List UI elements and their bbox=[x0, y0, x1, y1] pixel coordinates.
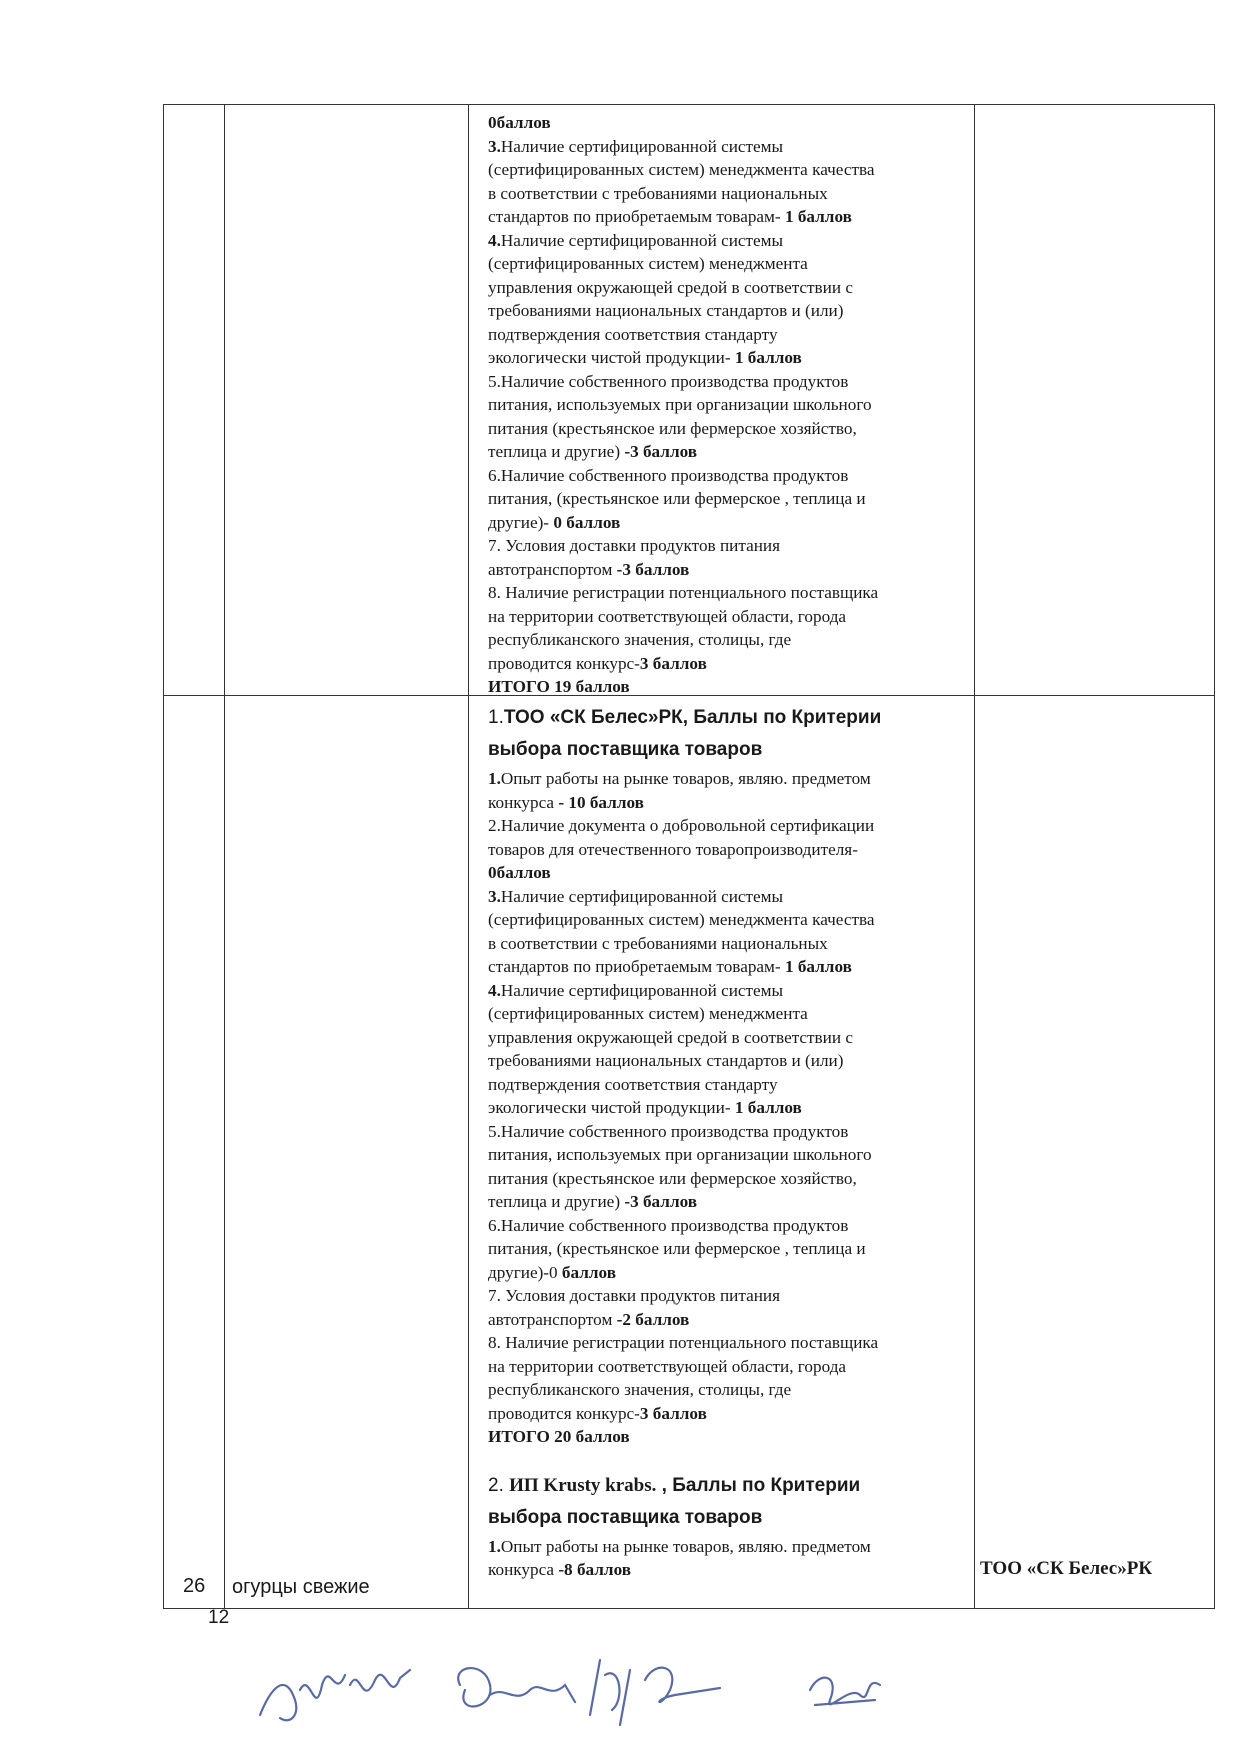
criteria-line: 2.Наличие документа о добровольной сертификации bbox=[488, 816, 875, 835]
score: 3 баллов bbox=[639, 1403, 707, 1423]
score: 0 баллов bbox=[553, 512, 621, 532]
criteria-line: питания, (крестьянское или фермерское , теплица и bbox=[488, 489, 866, 508]
score: 1 баллов bbox=[784, 957, 852, 976]
supplier2-header: 2. ИП Krusty krabs. , Баллы по Критерии bbox=[488, 1474, 861, 1496]
criteria-line: в соответствии с требованиями национальных bbox=[488, 933, 828, 953]
criteria-line: подтверждения соответствия стандарту bbox=[488, 1074, 778, 1094]
signature-2 bbox=[458, 1668, 575, 1706]
column-divider bbox=[224, 105, 225, 1608]
signature-1 bbox=[260, 1670, 410, 1720]
criteria-line: подтверждения соответствия стандарту bbox=[488, 324, 778, 344]
criteria-line: экологически чистой продукции- 1 баллов bbox=[488, 1098, 802, 1117]
winner-supplier: ТОО «СК Белес»РК bbox=[980, 1558, 1153, 1579]
criteria-line: 5.Наличие собственного производства продуктов bbox=[488, 371, 849, 391]
score: -3 баллов bbox=[616, 559, 690, 579]
score: 1 баллов bbox=[784, 207, 852, 226]
criteria-line: другие)- 0 баллов bbox=[488, 512, 621, 532]
criteria-line: питания (крестьянское или фермерское хозяйство, bbox=[488, 1168, 857, 1188]
criteria-line: автотранспортом -3 баллов bbox=[488, 559, 690, 579]
criteria-line: проводится конкурс-3 баллов bbox=[488, 1403, 707, 1423]
criteria-line: республиканского значения, столицы, где bbox=[488, 1380, 792, 1399]
criteria-line: 3.Наличие сертифицированной системы bbox=[488, 136, 784, 156]
criteria-line: (сертифицированных систем) менеджмента качества bbox=[488, 910, 875, 929]
criteria-line: стандартов по приобретаемым товарам- 1 баллов bbox=[488, 957, 852, 976]
score: 1 баллов bbox=[734, 1098, 802, 1117]
criteria-line: экологически чистой продукции- 1 баллов bbox=[488, 348, 802, 367]
supplier2-name: ИП Krusty krabs. bbox=[509, 1474, 657, 1496]
score: -3 баллов bbox=[624, 1192, 698, 1211]
criteria-cell-upper bbox=[488, 111, 1128, 699]
criteria-line: другие)-0 баллов bbox=[488, 1262, 616, 1282]
criteria-line: (сертифицированных систем) менеджмента bbox=[488, 254, 808, 273]
supplier1-header-line2: выбора поставщика товаров bbox=[488, 739, 763, 760]
criteria-line: требованиями национальных стандартов и (или) bbox=[488, 1051, 844, 1070]
criteria-line: 8. Наличие регистрации потенциального поставщика bbox=[488, 1333, 879, 1352]
criteria-line: питания, (крестьянское или фермерское , теплица и bbox=[488, 1239, 866, 1258]
column-divider bbox=[468, 105, 469, 1608]
criteria-line: 6.Наличие собственного производства продуктов bbox=[488, 465, 849, 485]
criteria-line: 0баллов bbox=[488, 113, 551, 132]
criteria-line: в соответствии с требованиями национальных bbox=[488, 183, 828, 203]
supplier1-header: 1.ТОО «СК Белес»РК, Баллы по Критерии bbox=[488, 707, 882, 728]
criteria-line: питания, используемых при организации школьного bbox=[488, 395, 872, 414]
criteria-line: питания, используемых при организации школьного bbox=[488, 1145, 872, 1164]
criteria-line: 3.Наличие сертифицированной системы bbox=[488, 886, 784, 906]
criteria-line: на территории соответствующей области, города bbox=[488, 1356, 847, 1376]
supplier1-name: ТОО «СК Белес»РК bbox=[503, 707, 683, 728]
criteria-line: проводится конкурс-3 баллов bbox=[488, 653, 707, 673]
criteria-line: теплица и другие) -3 баллов bbox=[488, 442, 698, 461]
criteria-line: 7. Условия доставки продуктов питания bbox=[488, 1286, 781, 1305]
signature-3 bbox=[590, 1660, 720, 1725]
criteria-line: 4.Наличие сертифицированной системы bbox=[488, 980, 784, 1000]
signatures-image bbox=[250, 1630, 1010, 1740]
criteria-line: автотранспортом -2 баллов bbox=[488, 1309, 690, 1329]
criteria-line: требованиями национальных стандартов и (или) bbox=[488, 301, 844, 320]
criteria-line: (сертифицированных систем) менеджмента bbox=[488, 1004, 808, 1023]
supplier1-criteria bbox=[488, 767, 1128, 1449]
row-number: 26 bbox=[183, 1575, 206, 1597]
criteria-line: товаров для отечественного товаропроизводителя- bbox=[488, 839, 858, 859]
score: баллов bbox=[561, 1262, 616, 1282]
page-number: 12 bbox=[208, 1607, 230, 1628]
score: - 10 баллов bbox=[558, 792, 644, 812]
criteria-line: 1.Опыт работы на рынке товаров, являю. предметом bbox=[488, 769, 871, 788]
criteria-line: республиканского значения, столицы, где bbox=[488, 630, 792, 649]
score: -3 баллов bbox=[624, 442, 698, 461]
criteria-line: ИТОГО 20 баллов bbox=[488, 1427, 630, 1446]
signature-4 bbox=[810, 1678, 880, 1705]
criteria-line: конкурса - 10 баллов bbox=[488, 792, 644, 812]
score: -2 баллов bbox=[616, 1309, 690, 1329]
evaluation-table bbox=[163, 104, 1215, 1609]
criteria-line: 4.Наличие сертифицированной системы bbox=[488, 230, 784, 250]
score: 3 баллов bbox=[639, 653, 707, 673]
criteria-line: 7. Условия доставки продуктов питания bbox=[488, 536, 781, 555]
criteria-line: стандартов по приобретаемым товарам- 1 баллов bbox=[488, 207, 852, 226]
criteria-line: 8. Наличие регистрации потенциального поставщика bbox=[488, 583, 879, 602]
score: -8 баллов bbox=[558, 1560, 632, 1579]
criteria-line: 6.Наличие собственного производства продуктов bbox=[488, 1215, 849, 1235]
criteria-line: ИТОГО 19 баллов bbox=[488, 677, 630, 696]
criteria-cell-lower bbox=[488, 703, 1128, 1582]
criteria-line: 5.Наличие собственного производства продуктов bbox=[488, 1121, 849, 1141]
supplier2-header-line2: выбора поставщика товаров bbox=[488, 1506, 763, 1528]
criteria-line: управления окружающей средой в соответствии с bbox=[488, 1027, 853, 1047]
criteria-line: на территории соответствующей области, города bbox=[488, 606, 847, 626]
score: 1 баллов bbox=[734, 348, 802, 367]
criteria-line: 1.Опыт работы на рынке товаров, являю. предметом bbox=[488, 1536, 871, 1556]
criteria-line: (сертифицированных систем) менеджмента качества bbox=[488, 160, 875, 179]
criteria-line: питания (крестьянское или фермерское хозяйство, bbox=[488, 418, 857, 438]
criteria-line: управления окружающей средой в соответствии с bbox=[488, 277, 853, 297]
product-name: огурцы свежие bbox=[232, 1576, 370, 1598]
criteria-line: 0баллов bbox=[488, 863, 551, 882]
criteria-line: теплица и другие) -3 баллов bbox=[488, 1192, 698, 1211]
criteria-line: конкурса -8 баллов bbox=[488, 1560, 632, 1579]
